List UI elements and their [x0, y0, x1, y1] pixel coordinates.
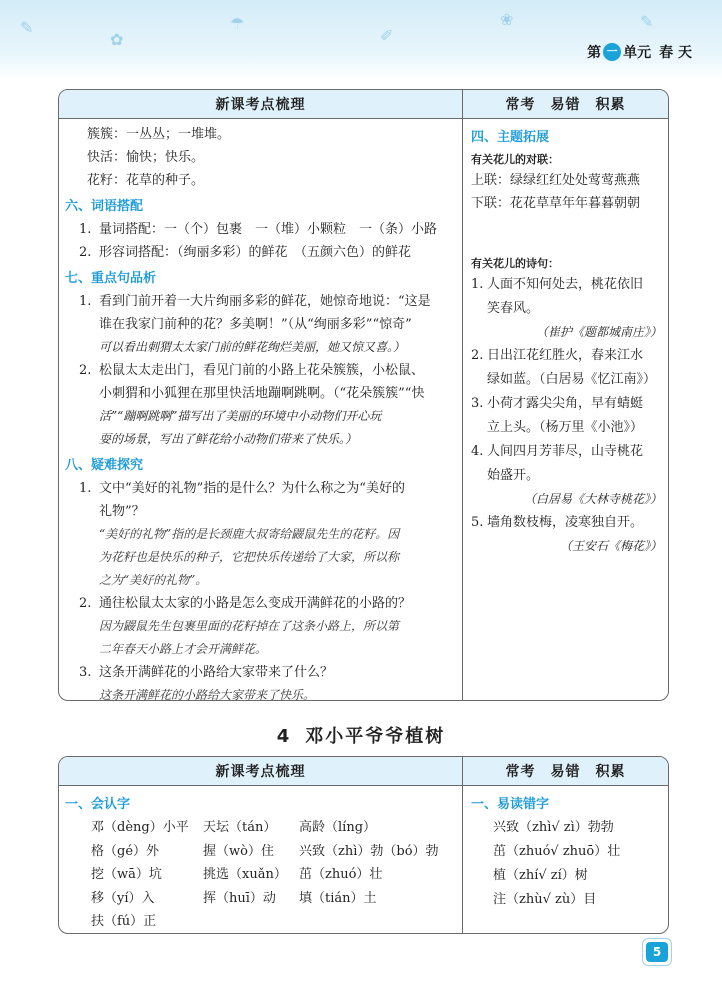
decor-icon: ✎ — [640, 12, 654, 31]
unit-prefix: 第 — [587, 45, 602, 61]
left-column — [59, 786, 463, 934]
review-panel-2 — [58, 756, 669, 934]
char-entry: 填（tián）土 — [299, 890, 377, 906]
question-line: 文中“美好的礼物”指的是什么？为什么称之为“美好的 — [99, 481, 405, 496]
poem-line: 人面不知何处去，桃花依旧 — [487, 277, 644, 292]
item-text: 形容词搭配：（绚丽多彩）的鲜花 （五颜六色）的鲜花 — [99, 245, 412, 260]
question-line: 这条开满鲜花的小路给大家带来了什么？ — [99, 665, 334, 680]
question-item — [65, 477, 454, 523]
poem-line: 墙角数枝梅，凌寒独自开。 — [487, 515, 644, 530]
item-number: 2. — [471, 348, 484, 363]
unit-number-badge: 一 — [603, 43, 621, 61]
poem-line: 日出江花红胜火，春来江水 — [487, 348, 644, 363]
header-key-points: 新课考点梳理 — [59, 90, 463, 118]
char-entry: 挖（wā）坑 — [91, 867, 162, 882]
item-number: 1. — [471, 277, 484, 292]
char-entry: 挥（huī）动 — [203, 890, 276, 906]
question-line: 通往松鼠太太家的小路是怎么变成开满鲜花的小路的？ — [99, 596, 412, 611]
header-key-points: 新课考点梳理 — [59, 757, 463, 785]
item-line: 看到门前开着一大片绚丽多彩的鲜花，她惊奇地说：“这是 — [99, 294, 431, 309]
misread-entry: 茁（zhuó√ zhuō）壮 — [493, 844, 621, 859]
answer-line: 因为鼹鼠先生包裹里面的花籽掉在了这条小路上，所以第 — [99, 619, 400, 633]
poem-line: 笑春风。 — [487, 301, 540, 316]
misread-entry: 植（zhí√ zí）树 — [493, 868, 588, 883]
definition-line: 花籽：花草的种子。 — [87, 173, 205, 188]
char-entry: 邓（dèng）小平 — [91, 820, 189, 835]
poem-item — [471, 344, 662, 392]
char-entry: 握（wò）住 — [203, 843, 274, 859]
couplet-label: 有关花儿的对联： — [471, 153, 559, 166]
poem-item — [471, 392, 662, 440]
decor-icon: ✐ — [380, 26, 394, 45]
definition-line: 快活：愉快；快乐。 — [87, 150, 205, 165]
couplet-first-line: 上联：绿绿红红处处莺莺燕燕 — [471, 173, 641, 188]
decor-icon: ☂ — [230, 14, 245, 33]
item-text: 量词搭配：一（个）包裹 一（堆）小颗粒 一（条）小路 — [99, 222, 438, 237]
lesson-number: 4 — [276, 726, 292, 747]
review-panel-1 — [58, 89, 669, 701]
poems-label: 有关花儿的诗句： — [471, 257, 559, 270]
item-line: 可以看出刺猬太太家门前的鲜花绚烂美丽，她又惊又喜。） — [99, 340, 406, 354]
char-entry: 挑选（xuǎn） — [203, 867, 287, 882]
lesson-title — [0, 722, 722, 748]
list-item — [65, 218, 454, 241]
poem-source: （崔护《题都城南庄》） — [535, 325, 662, 339]
list-item — [65, 359, 454, 451]
list-item — [65, 241, 454, 264]
item-number: 1. — [79, 222, 92, 237]
poem-source: （白居易《大林寺桃花》） — [523, 492, 662, 506]
answer-line: 为花籽也是快乐的种子，它把快乐传递给了大家，所以称 — [99, 550, 400, 564]
panel-header — [59, 757, 668, 786]
item-line: 活”“蹦啊跳啊”描写出了美丽的环境中小动物们开心玩 — [99, 409, 382, 423]
list-item — [65, 290, 454, 359]
header-common-errors: 常考 易错 积累 — [505, 97, 626, 113]
answer-line: 这条开满鲜花的小路给大家带来了快乐。 — [99, 688, 316, 701]
poem-item — [471, 273, 662, 321]
left-column — [59, 119, 463, 701]
section-title-recognize-chars: 一、会认字 — [65, 797, 131, 812]
section-title-extension: 四、主题拓展 — [471, 130, 550, 145]
character-grid — [65, 816, 454, 934]
item-number: 1. — [79, 294, 92, 309]
poem-source: （王安石《梅花》） — [559, 539, 662, 553]
right-column — [463, 119, 668, 701]
item-number: 3. — [79, 665, 92, 680]
char-entry: 兴致（zhì）勃（bó）勃 — [299, 843, 439, 859]
header-common-errors: 常考 易错 积累 — [505, 764, 626, 780]
misread-entry: 注（zhù√ zù）目 — [493, 892, 597, 907]
definition-line: 簇簇：一丛丛；一堆堆。 — [87, 127, 231, 142]
section-title-sentence-analysis: 七、重点句品析 — [65, 271, 157, 286]
couplet-second-line: 下联：花花草草年年暮暮朝朝 — [471, 196, 641, 211]
unit-theme: 春 天 — [659, 45, 692, 61]
section-title-inquiry: 八、疑难探究 — [65, 458, 144, 473]
poem-line: 立上头。（杨万里《小池》） — [487, 420, 644, 435]
top-banner — [0, 0, 722, 80]
char-entry: 茁（zhuó）壮 — [299, 867, 383, 882]
decor-icon: ✎ — [20, 18, 34, 37]
unit-suffix: 单元 — [623, 45, 652, 61]
decor-icon: ✿ — [110, 30, 124, 49]
item-line: 松鼠太太走出门，看见门前的小路上花朵簇簇，小松鼠、 — [99, 363, 425, 378]
question-item — [65, 592, 454, 615]
char-entry: 天坛（tán） — [203, 820, 277, 835]
item-number: 4. — [471, 444, 484, 459]
poem-line: 小荷才露尖尖角，早有蜻蜓 — [487, 396, 644, 411]
char-entry: 移（yí）入 — [91, 890, 155, 906]
item-number: 1. — [79, 481, 92, 496]
item-number: 2. — [79, 596, 92, 611]
page-number: 5 — [646, 942, 668, 962]
right-column — [463, 786, 668, 934]
item-number: 2. — [79, 245, 92, 260]
item-number: 2. — [79, 363, 92, 378]
poem-line: 始盛开。 — [487, 468, 540, 483]
decor-icon: ❀ — [500, 10, 514, 29]
poem-line: 绿如蓝。（白居易《忆江南》） — [487, 372, 657, 387]
item-line: 谁在我家门前种的花？多美啊！”（从“绚丽多彩”“惊奇” — [99, 317, 412, 332]
question-line: 礼物”？ — [99, 504, 145, 519]
answer-line: “美好的礼物”指的是长颈鹿大叔寄给鼹鼠先生的花籽。因 — [99, 527, 400, 541]
item-line: 小刺猬和小狐狸在那里快活地蹦啊跳啊。（“花朵簇簇”“快 — [99, 386, 425, 401]
poem-line: 人间四月芳菲尽，山寺桃花 — [487, 444, 644, 459]
misread-entry: 兴致（zhì√ zì）勃勃 — [493, 820, 614, 835]
section-title-easy-misread: 一、易读错字 — [471, 797, 550, 812]
lesson-name: 邓小平爷爷植树 — [305, 726, 446, 747]
unit-label — [587, 42, 692, 62]
item-line: 耍的场景，写出了鲜花给小动物们带来了快乐。） — [99, 432, 358, 446]
poem-item — [471, 511, 662, 535]
answer-line: 之为“美好的礼物”。 — [99, 573, 208, 587]
panel-header — [59, 90, 668, 119]
question-item — [65, 661, 454, 684]
answer-line: 二年春天小路上才会开满鲜花。 — [99, 642, 268, 656]
char-entry: 格（gé）外 — [91, 843, 160, 859]
section-title-collocation: 六、词语搭配 — [65, 199, 144, 214]
char-entry: 扶（fú）正 — [91, 914, 157, 929]
item-number: 5. — [471, 515, 484, 530]
item-number: 3. — [471, 396, 484, 411]
poem-item — [471, 440, 662, 488]
char-entry: 高龄（líng） — [299, 820, 377, 835]
